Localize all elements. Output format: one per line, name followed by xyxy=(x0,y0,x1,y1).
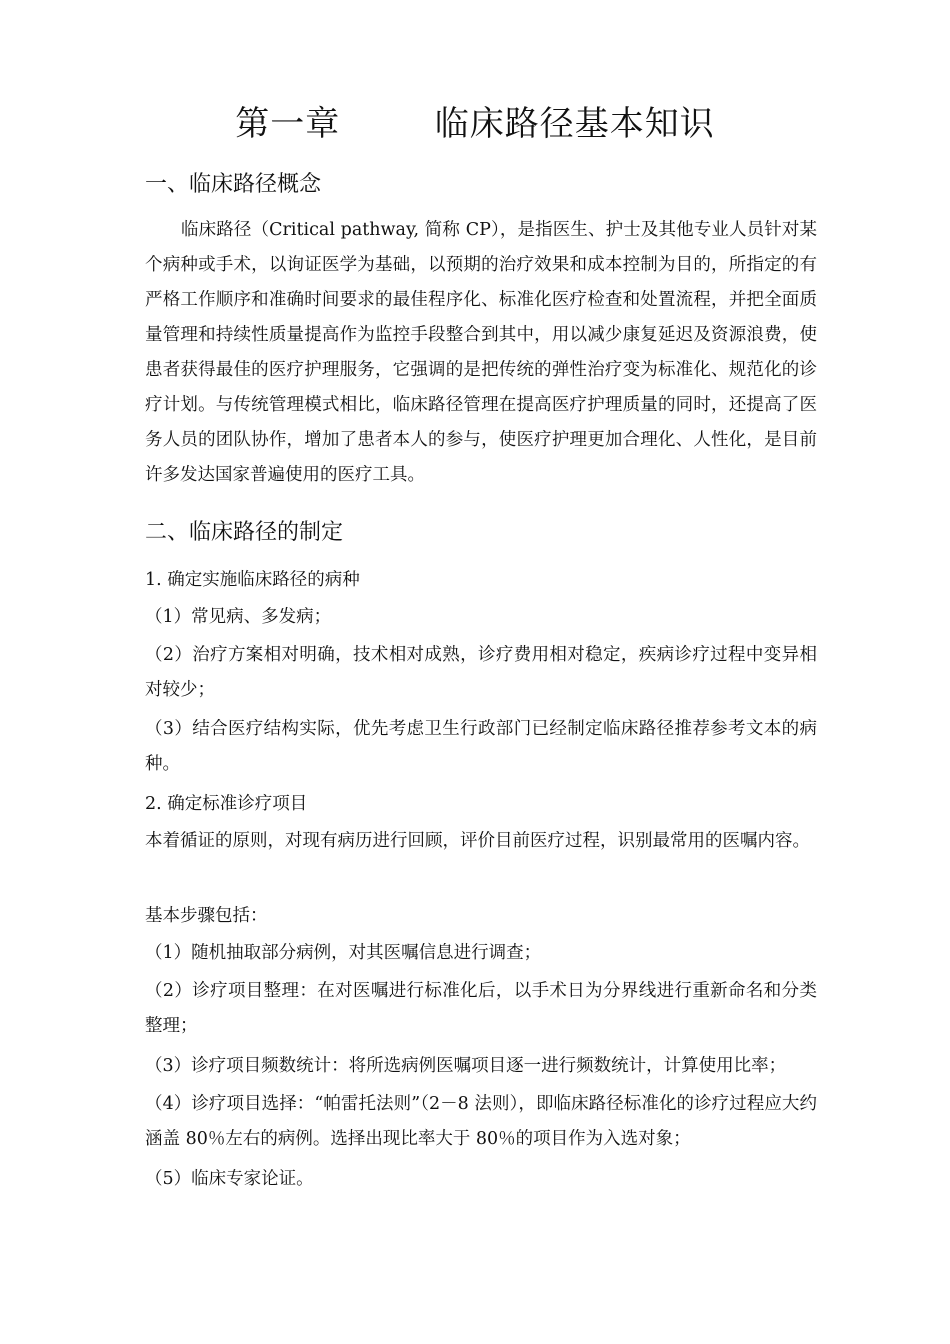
item2-steps-label: 基本步骤包括： xyxy=(145,906,268,926)
chapter-title: 第一章 临床路径基本知识 xyxy=(235,104,715,144)
item2-step5: （5）临床专家论证。 xyxy=(145,1169,314,1189)
item2-step1: （1）随机抽取部分病例，对其医嘱信息进行调查； xyxy=(145,943,542,963)
item2-intro: 本着循证的原则，对现有病历进行回顾，评价目前医疗过程，识别最常用的医嘱内容。 xyxy=(145,831,810,851)
section-heading-concept: 一、临床路径概念 xyxy=(145,172,322,197)
concept-paragraph: 临床路径（Critical pathway, 简称 CP），是指医生、护士及其他专业人员针对某个病种或手术，以询证医学为基础，以预期的治疗效果和成本控制为目的，所指定的有严格工作顺序和准确时间要求的最佳程序化、标准化医疗检查和处置流程，并把全面质量管理和持续性质量提高作为监控手段整合到其中，用以减少康复延迟及资源浪费，使患者获得最佳的医疗护理服务，它强调的是把传统的弹性治疗变为标准化、规范化的诊疗计划。与传统管理模式相比，临床路径管理在提高医疗护理质量的同时，还提高了医务人员的团队协作，增加了患者本人的参与，使医疗护理更加合理化、人性化，是目前许多发达国家普遍使用的医疗工具。 xyxy=(145,220,817,485)
item1-sub1: （1）常见病、多发病； xyxy=(145,607,332,627)
item2-step3: （3）诊疗项目频数统计：将所选病例医嘱项目逐一进行频数统计，计算使用比率； xyxy=(145,1056,787,1076)
item2-step2: （2）诊疗项目整理：在对医嘱进行标准化后，以手术日为分界线进行重新命名和分类整理； xyxy=(145,981,817,1036)
item2-step4: （4）诊疗项目选择：“帕雷托法则”（2－8 法则），即临床路径标准化的诊疗过程应大约涵盖 80％左右的病例。选择出现比率大于 80％的项目作为入选对象； xyxy=(145,1094,817,1149)
item1-title: 1. 确定实施临床路径的病种 xyxy=(145,570,360,590)
item2-title: 2. 确定标准诊疗项目 xyxy=(145,794,308,814)
section-heading-formulation: 二、临床路径的制定 xyxy=(145,520,344,545)
item1-sub3: （3）结合医疗结构实际，优先考虑卫生行政部门已经制定临床路径推荐参考文本的病种。 xyxy=(145,719,817,774)
item1-sub2: （2）治疗方案相对明确，技术相对成熟，诊疗费用相对稳定，疾病诊疗过程中变异相对较少； xyxy=(145,645,817,700)
